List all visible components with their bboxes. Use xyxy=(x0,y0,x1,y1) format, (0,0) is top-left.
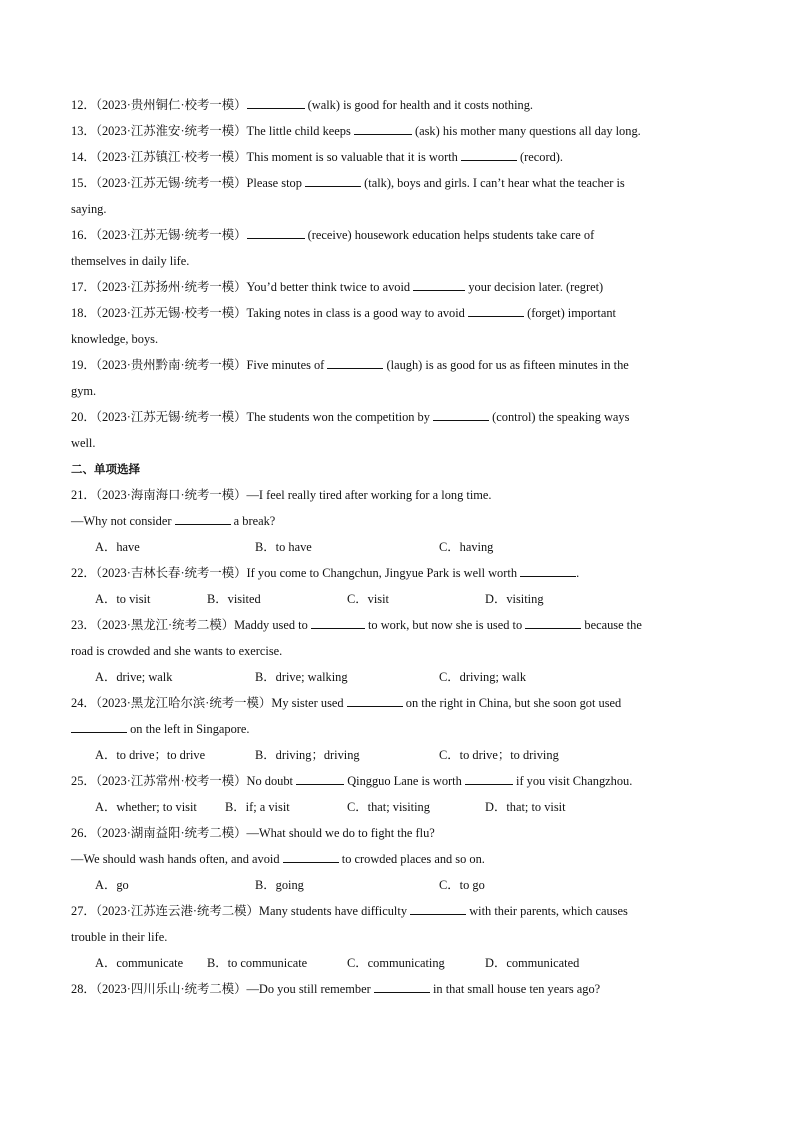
option-a[interactable]: A．to drive；to drive xyxy=(95,748,206,762)
question-28 xyxy=(71,976,723,1002)
question-text: to crowded places and so on. xyxy=(338,852,485,866)
answer-blank[interactable] xyxy=(305,173,361,187)
question-source: （2023·江苏无锡·统考一模） xyxy=(95,410,247,424)
answer-blank[interactable] xyxy=(520,563,576,577)
option-b[interactable]: B．to communicate xyxy=(207,956,308,970)
worksheet-page xyxy=(71,92,723,1002)
question-text: (record). xyxy=(516,150,564,164)
question-number: 19． xyxy=(71,358,96,372)
question-continuation: saying. xyxy=(71,202,107,216)
question-text: . xyxy=(576,566,580,580)
option-b[interactable]: B．visited xyxy=(207,592,261,606)
question-text: in that small house ten years ago? xyxy=(429,982,601,996)
question-12 xyxy=(71,92,723,118)
question-21-line2 xyxy=(71,508,723,534)
question-source: （2023·黑龙江·统考二模） xyxy=(95,618,235,632)
question-text: —We should wash hands often, and avoid xyxy=(71,852,283,866)
option-b[interactable]: B．if; a visit xyxy=(225,800,290,814)
question-source: （2023·吉林长春·统考一模） xyxy=(95,566,247,580)
option-b[interactable]: B．driving；driving xyxy=(255,748,360,762)
question-text: No doubt xyxy=(246,774,297,788)
question-source: （2023·江苏连云港·统考二模） xyxy=(95,904,259,918)
question-26-line2 xyxy=(71,846,723,872)
question-text: (talk), boys and girls. I can’t hear what the teacher is xyxy=(361,176,625,190)
question-text: on the left in Singapore. xyxy=(127,722,250,736)
question-15 xyxy=(71,170,723,196)
option-d[interactable]: D．communicated xyxy=(485,956,580,970)
answer-blank[interactable] xyxy=(347,693,403,707)
question-continuation: well. xyxy=(71,436,96,450)
question-number: 22． xyxy=(71,566,96,580)
options-22 xyxy=(71,586,723,612)
option-a[interactable]: A．go xyxy=(95,878,129,892)
answer-blank[interactable] xyxy=(283,849,339,863)
option-c[interactable]: C．that; visiting xyxy=(347,800,430,814)
question-source: （2023·湖南益阳·统考二模） xyxy=(95,826,247,840)
answer-blank[interactable] xyxy=(374,979,430,993)
question-number: 28． xyxy=(71,982,96,996)
answer-blank[interactable] xyxy=(461,147,517,161)
question-number: 20． xyxy=(71,410,96,424)
question-number: 21． xyxy=(71,488,96,502)
option-c[interactable]: C．visit xyxy=(347,592,389,606)
answer-blank[interactable] xyxy=(247,95,305,109)
question-text: Maddy used to xyxy=(234,618,311,632)
option-a[interactable]: A．whether; to visit xyxy=(95,800,197,814)
question-22 xyxy=(71,560,723,586)
question-text: Please stop xyxy=(246,176,306,190)
question-text: a break? xyxy=(230,514,276,528)
question-text: (ask) his mother many questions all day long. xyxy=(411,124,641,138)
question-number: 12． xyxy=(71,98,96,112)
question-continuation: gym. xyxy=(71,384,97,398)
question-source: （2023·江苏扬州·统考一模） xyxy=(95,280,247,294)
question-number: 14． xyxy=(71,150,96,164)
question-source: （2023·江苏无锡·统考一模） xyxy=(95,176,247,190)
question-text: Qingguo Lane is worth xyxy=(344,774,465,788)
answer-blank[interactable] xyxy=(175,511,231,525)
question-number: 13． xyxy=(71,124,96,138)
question-text: (laugh) is as good for us as fifteen minutes in the xyxy=(383,358,629,372)
question-text: Many students have difficulty xyxy=(258,904,411,918)
option-b[interactable]: B．to have xyxy=(255,540,312,554)
answer-blank[interactable] xyxy=(433,407,489,421)
option-d[interactable]: D．that; to visit xyxy=(485,800,566,814)
question-text: My sister used xyxy=(271,696,347,710)
question-16 xyxy=(71,222,723,248)
question-number: 23． xyxy=(71,618,96,632)
question-text: on the right in China, but she soon got used xyxy=(402,696,622,710)
question-24 xyxy=(71,690,723,716)
question-text: —What should we do to fight the flu? xyxy=(246,826,435,840)
question-text: Five minutes of xyxy=(246,358,328,372)
question-source: （2023·江苏镇江·校考一模） xyxy=(95,150,247,164)
option-a[interactable]: A．to visit xyxy=(95,592,151,606)
option-a[interactable]: A．communicate xyxy=(95,956,184,970)
options-23 xyxy=(71,664,723,690)
question-text: to work, but now she is used to xyxy=(364,618,526,632)
question-number: 26． xyxy=(71,826,96,840)
option-b[interactable]: B．drive; walking xyxy=(255,670,348,684)
question-text: —I feel really tired after working for a long time. xyxy=(246,488,492,502)
question-text: —Why not consider xyxy=(71,514,175,528)
question-text: (walk) is good for health and it costs nothing. xyxy=(304,98,534,112)
question-25 xyxy=(71,768,723,794)
question-source: （2023·江苏无锡·统考一模） xyxy=(95,228,247,242)
answer-blank[interactable] xyxy=(71,719,127,733)
question-26 xyxy=(71,820,723,846)
option-c[interactable]: C．driving; walk xyxy=(439,670,527,684)
answer-blank[interactable] xyxy=(413,277,465,291)
question-source: （2023·贵州黔南·统考一模） xyxy=(95,358,247,372)
option-d[interactable]: D．visiting xyxy=(485,592,544,606)
section-heading: 二、单项选择 xyxy=(71,462,140,476)
question-18 xyxy=(71,300,723,326)
option-a[interactable]: A．have xyxy=(95,540,140,554)
question-number: 17． xyxy=(71,280,96,294)
question-text: (receive) housework education helps students take care of xyxy=(304,228,595,242)
question-19 xyxy=(71,352,723,378)
option-a[interactable]: A．drive; walk xyxy=(95,670,173,684)
question-continuation: trouble in their life. xyxy=(71,930,168,944)
question-text: This moment is so valuable that it is worth xyxy=(246,150,461,164)
options-27 xyxy=(71,950,723,976)
question-17 xyxy=(71,274,723,300)
question-23 xyxy=(71,612,723,638)
question-number: 16． xyxy=(71,228,96,242)
question-text: your decision later. (regret) xyxy=(465,280,604,294)
question-text: (control) the speaking ways xyxy=(489,410,630,424)
question-13 xyxy=(71,118,723,144)
option-b[interactable]: B．going xyxy=(255,878,304,892)
question-continuation: themselves in daily life. xyxy=(71,254,190,268)
question-text: with their parents, which causes xyxy=(466,904,628,918)
question-text: because the xyxy=(581,618,642,632)
question-14 xyxy=(71,144,723,170)
question-number: 27． xyxy=(71,904,96,918)
question-source: （2023·四川乐山·统考二模） xyxy=(95,982,247,996)
option-c[interactable]: C．communicating xyxy=(347,956,445,970)
question-source: （2023·江苏常州·校考一模） xyxy=(95,774,247,788)
answer-blank[interactable] xyxy=(410,901,466,915)
question-source: （2023·海南海口·统考一模） xyxy=(95,488,247,502)
answer-blank[interactable] xyxy=(327,355,383,369)
answer-blank[interactable] xyxy=(468,303,524,317)
question-text: —Do you still remember xyxy=(246,982,374,996)
question-text: The little child keeps xyxy=(246,124,354,138)
answer-blank[interactable] xyxy=(311,615,365,629)
question-text: (forget) important xyxy=(523,306,616,320)
question-text: Taking notes in class is a good way to avoid xyxy=(246,306,468,320)
question-text: The students won the competition by xyxy=(246,410,434,424)
answer-blank[interactable] xyxy=(296,771,344,785)
option-c[interactable]: C．having xyxy=(439,540,494,554)
question-20 xyxy=(71,404,723,430)
option-c[interactable]: C．to drive；to driving xyxy=(439,748,559,762)
question-continuation: knowledge, boys. xyxy=(71,332,159,346)
question-number: 18． xyxy=(71,306,96,320)
options-25 xyxy=(71,794,723,820)
question-text: You’d better think twice to avoid xyxy=(246,280,414,294)
question-source: （2023·黑龙江哈尔滨·统考一模） xyxy=(95,696,272,710)
question-27 xyxy=(71,898,723,924)
answer-blank[interactable] xyxy=(354,121,412,135)
options-21 xyxy=(71,534,723,560)
options-24 xyxy=(71,742,723,768)
options-26 xyxy=(71,872,723,898)
question-number: 15． xyxy=(71,176,96,190)
answer-blank[interactable] xyxy=(525,615,581,629)
question-number: 24． xyxy=(71,696,96,710)
option-c[interactable]: C．to go xyxy=(439,878,485,892)
answer-blank[interactable] xyxy=(247,225,305,239)
question-text: If you come to Changchun, Jingyue Park is well worth xyxy=(246,566,521,580)
question-source: （2023·贵州铜仁·校考一模） xyxy=(95,98,247,112)
question-24-line2 xyxy=(71,716,723,742)
question-number: 25． xyxy=(71,774,96,788)
question-continuation: road is crowded and she wants to exercise. xyxy=(71,644,283,658)
question-text: if you visit Changzhou. xyxy=(512,774,633,788)
answer-blank[interactable] xyxy=(465,771,513,785)
question-source: （2023·江苏淮安·统考一模） xyxy=(95,124,247,138)
question-source: （2023·江苏无锡·校考一模） xyxy=(95,306,247,320)
question-21 xyxy=(71,482,723,508)
